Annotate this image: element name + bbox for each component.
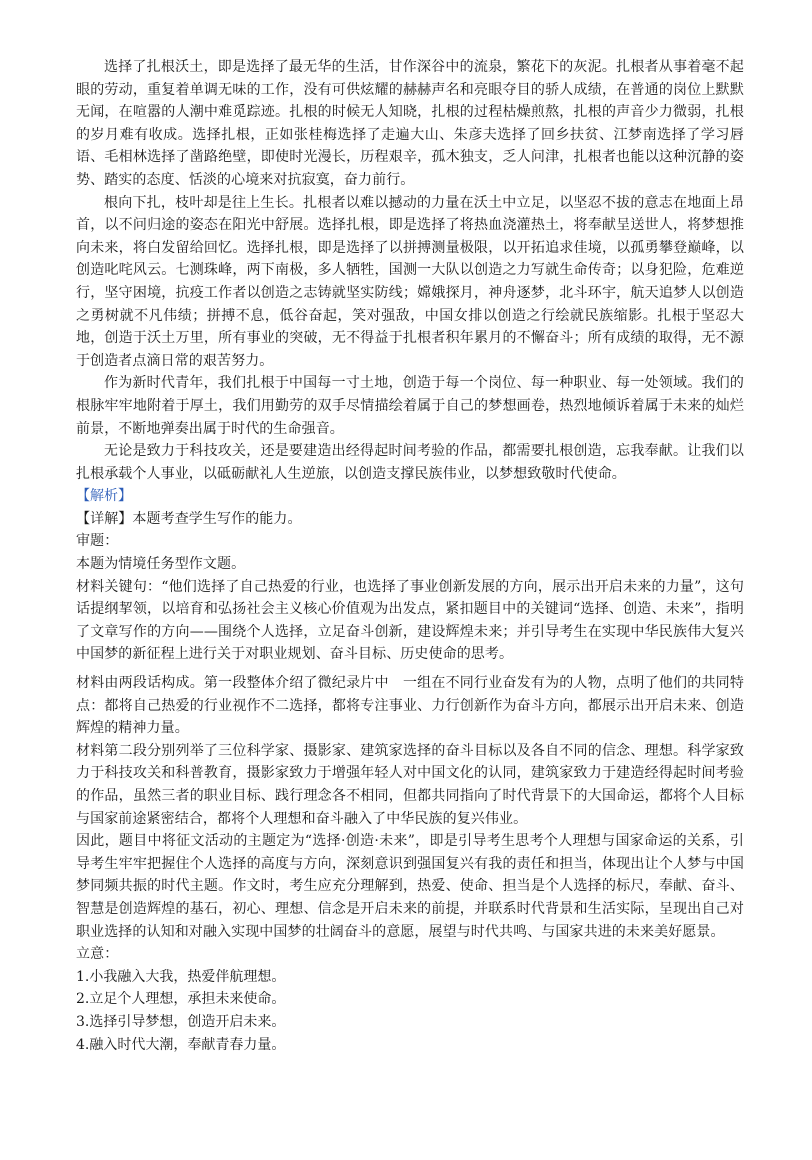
- analysis-detail: 【详解】本题考查学生写作的能力。: [76, 510, 302, 527]
- review-heading: 审题：: [76, 533, 119, 550]
- essay-paragraph: 无论是致力于科技攻关，还是要建造出经得起时间考验的作品，都需要扎根创造，忘我奉献。让我们以扎根承载个人事业，以砥砺献礼人生逆旅，以创造支撑民族伟业，以梦想致敬时代使命。: [76, 443, 744, 482]
- essay-paragraph: 根向下扎，枝叶却是往上生长。扎根者以难以撼动的力量在沃土中立足，以坚忍不拔的意志在地面上昂首，以不问归途的姿态在阳光中舒展。选择扎根，即是选择了将热血浇灌热土，将奉献呈送世人，将梦想推向未来，将白发留给回忆。选择扎根，即是选择了以拼搏测量极限，以开拓追求佳境，以孤勇攀登巅峰，以创造叱咤风云。七测珠峰，两下南极，多人牺牲，国测一大队以创造之力写就生命传奇；以身犯险，危难逆行，坚守困境，抗疫工作者以创造之志铸就坚实防线；嫦娥探月，神舟逐梦，北斗环宇，航天追梦人以创造之勇树就不凡伟绩；拼搏不息，低谷奋起，笑对强敌，中国女排以创造之行绘就民族缩影。扎根于坚忍大地，创造于沃土万里，所有事业的突破，无不得益于扎根者积年累月的不懈奋斗；所有成绩的取得，无不源于创造者点滴日常的艰苦努力。: [76, 194, 744, 369]
- review-type: 本题为情境任务型作文题。: [76, 556, 246, 573]
- conclusion-paragraph: 因此，题目中将征文活动的主题定为“选择·创造·未来”，即是引导考生思考个人理想与国家命运的关系，引导考生牢牢把握住个人选择的高度与方向，深刻意识到强国复兴有我的责任和担当，体现出让个人梦与中国梦同频共振的时代主题。作文时，考生应充分理解到，热爱、使命、担当是个人选择的标尺，奉献、奋斗、智慧是创造辉煌的基石，初心、理想、信念是开启未来的前提，并联系时代背景和生活实际，呈现出自己对职业选择的认知和对融入实现中国梦的壮阔奋斗的意愿，展望与时代共鸣、与国家共进的未来美好愿景。: [76, 833, 744, 940]
- idea-item: 4.融入时代大潮，奉献青春力量。: [76, 1036, 286, 1053]
- ideas-heading: 立意：: [76, 946, 119, 963]
- keywords-paragraph: 材料关键句：“他们选择了自己热爱的行业，也选择了事业创新发展的方向，展示出开启未来的力量”，这句话提纲挈领，以培育和弘扬社会主义核心价值观为出发点，紧扣题目中的关键词“选择、创造、未来”，指明了文章写作的方向——围绕个人选择，立足奋斗创新，建设辉煌未来；并引导考生在实现中华民族伟大复兴中国梦的新征程上进行关于对职业规划、奋斗目标、历史使命的思考。: [76, 578, 744, 663]
- document-page: [76, 56, 744, 1056]
- idea-item: 3.选择引导梦想，创造开启未来。: [76, 1013, 286, 1030]
- analysis-tag: 【解析】: [76, 488, 132, 505]
- essay-section: [76, 56, 744, 485]
- essay-paragraph: 作为新时代青年，我们扎根于中国每一寸土地，创造于每一个岗位、每一种职业、每一处领域。我们的根脉牢牢地附着于厚土，我们用勤劳的双手尽情描绘着属于自己的梦想画卷，热烈地倾诉着属于未来的灿烂前景，不断地弹奏出属于时代的生命强音。: [76, 375, 744, 437]
- analysis-section: [76, 485, 744, 1056]
- idea-item: 1.小我融入大我，热爱伴航理想。: [76, 968, 286, 985]
- material-paragraph-1: 材料由两段话构成。第一段整体介绍了微纪录片中 一组在不同行业奋发有为的人物，点明了他们的共同特点：都将自己热爱的行业视作不二选择，都将专注事业、力行创新作为奋斗方向，都展示出开启未来、创造辉煌的精神力量。: [76, 675, 744, 737]
- essay-paragraph: 选择了扎根沃土，即是选择了最无华的生活，甘作深谷中的流泉，繁花下的灰泥。扎根者从事着毫不起眼的劳动，重复着单调无味的工作，没有可供炫耀的赫赫声名和亮眼夺目的骄人成绩，在普通的岗位上默默无闻，在喧嚣的人潮中难觅踪迹。扎根的时候无人知晓，扎根的过程枯燥煎熬，扎根的声音少力微弱，扎根的岁月难有收成。选择扎根，正如张桂梅选择了走遍大山、朱彦夫选择了回乡扶贫、江梦南选择了学习唇语、毛相林选择了凿路绝壁，即使时光漫长，历程艰辛，孤木独支，乏人问津，扎根者也能以这种沉静的姿势、踏实的态度、恬淡的心境来对抗寂寞，奋力前行。: [76, 59, 744, 188]
- material-paragraph-2: 材料第二段分别列举了三位科学家、摄影家、建筑家选择的奋斗目标以及各自不同的信念、理想。科学家致力于科技攻关和科普教育，摄影家致力于增强年轻人对中国文化的认同，建筑家致力于建造经得起时间考验的作品，虽然三者的职业目标、践行理念各不相同，但都共同指向了时代背景下的大国命运，都将个人目标与国家前途紧密结合，都将个人理想和奋斗融入了中华民族的复兴伟业。: [76, 742, 744, 827]
- idea-item: 2.立足个人理想，承担未来使命。: [76, 991, 286, 1008]
